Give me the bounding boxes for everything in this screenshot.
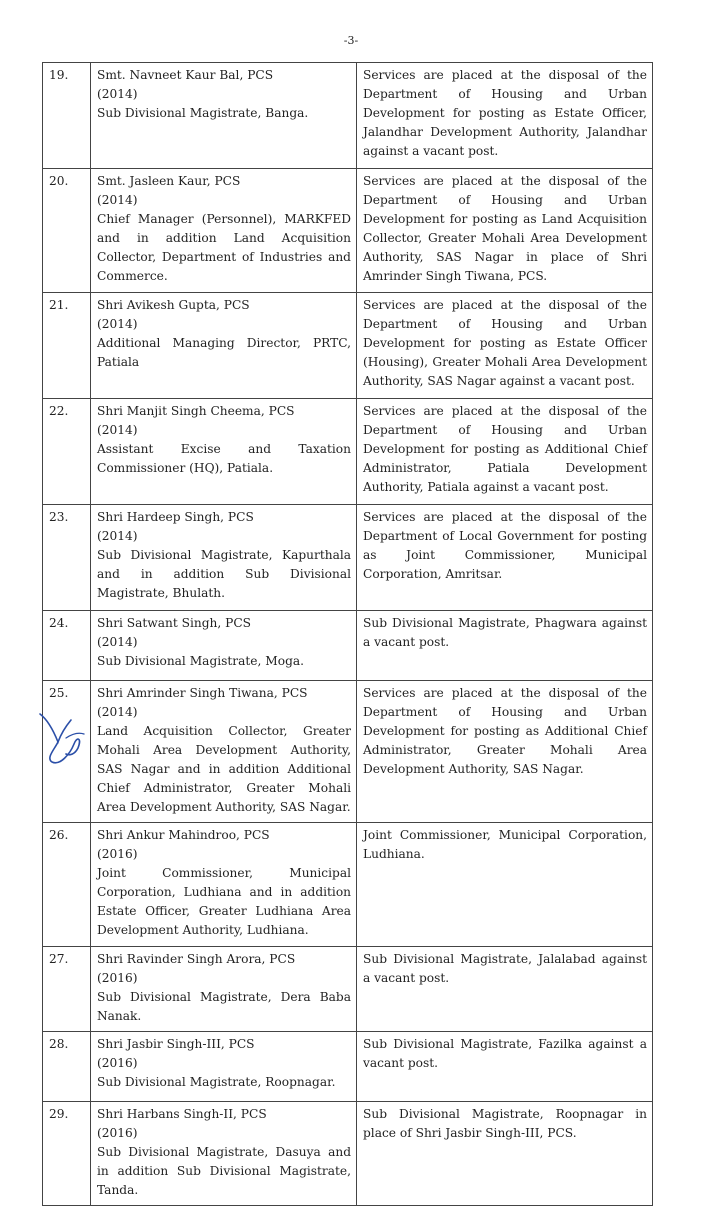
officer-batch: (2014)	[97, 635, 138, 649]
officer-cell	[91, 169, 357, 293]
new-posting-cell	[357, 505, 653, 611]
officer-name: Smt. Jasleen Kaur, PCS	[97, 174, 241, 188]
present-posting: Chief Manager (Personnel), MARKFED and in addition Land Acquisition Collector, Department of Industries and Commerce.	[97, 212, 351, 283]
officer-batch: (2016)	[97, 847, 138, 861]
officer-cell	[91, 611, 357, 681]
officer-name: Shri Amrinder Singh Tiwana, PCS	[97, 686, 308, 700]
serial-number: 25.	[43, 681, 91, 823]
officer-name: Shri Harbans Singh-II, PCS	[97, 1107, 267, 1121]
handwritten-initials-signature	[36, 708, 88, 768]
table-row	[43, 505, 653, 611]
new-posting-cell	[357, 1102, 653, 1206]
serial-number: 26.	[43, 823, 91, 947]
officer-batch: (2016)	[97, 1056, 138, 1070]
new-posting: Services are placed at the disposal of the Department of Housing and Urban Development for posting as Additional Chief Administrator, Patiala Development Authority, Patiala against a vacant post.	[363, 404, 647, 494]
new-posting: Services are placed at the disposal of the Department of Housing and Urban Development for posting as Land Acquisition Collector, Greater Mohali Area Development Authority, SAS Nagar in place of Shri Amrinder Singh Tiwana, PCS.	[363, 174, 647, 283]
present-posting: Land Acquisition Collector, Greater Mohali Area Development Authority, SAS Nagar and in addition Additional Chief Administrator, Greater Mohali Area Development Authority, SAS Nagar.	[97, 724, 351, 814]
table-row	[43, 611, 653, 681]
new-posting: Sub Divisional Magistrate, Fazilka against a vacant post.	[363, 1037, 647, 1070]
present-posting: Sub Divisional Magistrate, Kapurthala and in addition Sub Divisional Magistrate, Bhulath.	[97, 548, 351, 600]
officer-name: Smt. Navneet Kaur Bal, PCS	[97, 68, 274, 82]
officer-cell	[91, 823, 357, 947]
officer-name: Shri Ankur Mahindroo, PCS	[97, 828, 270, 842]
table-row	[43, 169, 653, 293]
officer-name: Shri Ravinder Singh Arora, PCS	[97, 952, 296, 966]
serial-number: 19.	[43, 63, 91, 169]
officer-name: Shri Hardeep Singh, PCS	[97, 510, 254, 524]
serial-number: 27.	[43, 947, 91, 1032]
officer-batch: (2014)	[97, 705, 138, 719]
officer-batch: (2016)	[97, 1126, 138, 1140]
table-row	[43, 293, 653, 399]
new-posting-cell	[357, 1032, 653, 1102]
serial-number: 21.	[43, 293, 91, 399]
serial-number: 28.	[43, 1032, 91, 1102]
officer-cell	[91, 1102, 357, 1206]
serial-number: 23.	[43, 505, 91, 611]
officer-batch: (2014)	[97, 423, 138, 437]
table-row	[43, 399, 653, 505]
officer-cell	[91, 505, 357, 611]
officer-batch: (2014)	[97, 529, 138, 543]
table-row	[43, 1102, 653, 1206]
table-row	[43, 947, 653, 1032]
new-posting: Sub Divisional Magistrate, Jalalabad against a vacant post.	[363, 952, 647, 985]
officer-name: Shri Avikesh Gupta, PCS	[97, 298, 250, 312]
new-posting-cell	[357, 399, 653, 505]
present-posting: Sub Divisional Magistrate, Roopnagar.	[97, 1075, 336, 1089]
new-posting: Services are placed at the disposal of the Department of Housing and Urban Development for posting as Additional Chief Administrator, Greater Mohali Area Development Authority, SAS Nagar.	[363, 686, 647, 776]
new-posting-cell	[357, 681, 653, 823]
page-number: -3-	[343, 34, 359, 47]
officer-cell	[91, 681, 357, 823]
new-posting-cell	[357, 169, 653, 293]
new-posting-cell	[357, 947, 653, 1032]
officer-name: Shri Jasbir Singh-III, PCS	[97, 1037, 255, 1051]
officer-cell	[91, 947, 357, 1032]
new-posting: Sub Divisional Magistrate, Roopnagar in place of Shri Jasbir Singh-III, PCS.	[363, 1107, 647, 1140]
table-row	[43, 63, 653, 169]
present-posting: Sub Divisional Magistrate, Banga.	[97, 106, 309, 120]
serial-number: 22.	[43, 399, 91, 505]
new-posting: Services are placed at the disposal of the Department of Local Government for posting as Joint Commissioner, Municipal Corporation, Amritsar.	[363, 510, 647, 581]
serial-number: 29.	[43, 1102, 91, 1206]
table-row	[43, 823, 653, 947]
present-posting: Sub Divisional Magistrate, Dasuya and in addition Sub Divisional Magistrate, Tanda.	[97, 1145, 351, 1197]
present-posting: Additional Managing Director, PRTC, Patiala	[97, 336, 351, 369]
officer-batch: (2014)	[97, 87, 138, 101]
officer-cell	[91, 293, 357, 399]
officer-name: Shri Manjit Singh Cheema, PCS	[97, 404, 295, 418]
present-posting: Sub Divisional Magistrate, Moga.	[97, 654, 305, 668]
officer-batch: (2014)	[97, 193, 138, 207]
present-posting: Sub Divisional Magistrate, Dera Baba Nanak.	[97, 990, 351, 1023]
officer-cell	[91, 399, 357, 505]
new-posting: Services are placed at the disposal of the Department of Housing and Urban Development for posting as Estate Officer (Housing), Greater Mohali Area Development Authority, SAS Nagar against a vacant post.	[363, 298, 647, 388]
officer-batch: (2016)	[97, 971, 138, 985]
new-posting-cell	[357, 63, 653, 169]
serial-number: 20.	[43, 169, 91, 293]
new-posting: Joint Commissioner, Municipal Corporation, Ludhiana.	[363, 828, 647, 861]
present-posting: Assistant Excise and Taxation Commissioner (HQ), Patiala.	[97, 442, 351, 475]
new-posting-cell	[357, 611, 653, 681]
table-row	[43, 681, 653, 823]
table-row	[43, 1032, 653, 1102]
new-posting: Sub Divisional Magistrate, Phagwara against a vacant post.	[363, 616, 647, 649]
present-posting: Joint Commissioner, Municipal Corporation, Ludhiana and in addition Estate Officer, Greater Ludhiana Area Development Authority, Ludhiana.	[97, 866, 351, 937]
officer-cell	[91, 1032, 357, 1102]
serial-number: 24.	[43, 611, 91, 681]
posting-orders-table	[42, 62, 653, 1206]
officer-cell	[91, 63, 357, 169]
officer-name: Shri Satwant Singh, PCS	[97, 616, 251, 630]
new-posting-cell	[357, 823, 653, 947]
officer-batch: (2014)	[97, 317, 138, 331]
new-posting-cell	[357, 293, 653, 399]
new-posting: Services are placed at the disposal of the Department of Housing and Urban Development for posting as Estate Officer, Jalandhar Development Authority, Jalandhar against a vacant post.	[363, 68, 647, 158]
